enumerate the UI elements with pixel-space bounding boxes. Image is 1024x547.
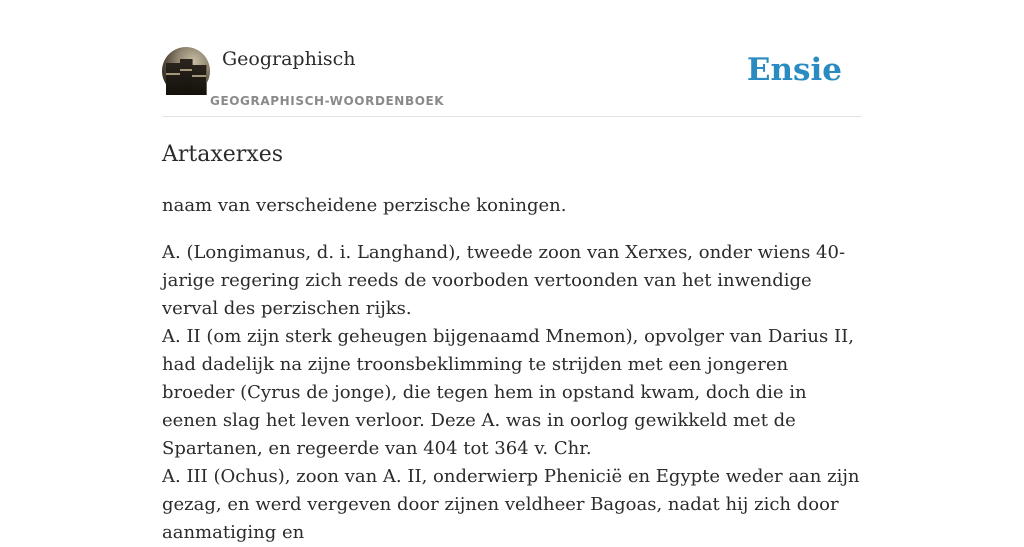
article-intro: naam van verscheidene perzische koningen. bbox=[162, 195, 567, 216]
article-entry: A. (Longimanus, d. i. Langhand), tweede zoon van Xerxes, onder wiens 40-jarige regering zich reeds de voorboden vertoonden van het inwendige verval des perzischen rijks. bbox=[162, 242, 846, 319]
site-header bbox=[162, 0, 862, 117]
publication-avatar[interactable] bbox=[162, 47, 210, 95]
publication-name[interactable]: Geographisch bbox=[222, 48, 356, 70]
page-container bbox=[162, 0, 862, 543]
article-entry: A. II (om zijn sterk geheugen bijgenaamd Mnemon), opvolger van Darius II, had dadelijk na zijne troonsbeklimming te strijden met een jongeren broeder (Cyrus de jonge), die tegen hem in opstand kwam, doch die in eenen slag het leven verloor. Deze A. was in oorlog gewikkeld met de Spartanen, en regeerde van 404 tot 364 v. Chr. bbox=[162, 326, 854, 459]
article-body bbox=[162, 192, 862, 547]
article-title: Artaxerxes bbox=[162, 142, 284, 167]
brand-logo-link[interactable]: Ensie bbox=[746, 52, 842, 88]
article-entry: A. III (Ochus), zoon van A. II, onderwierp Phenicië en Egypte weder aan zijn gezag, en werd vergeven door zijnen veldheer Bagoas, nadat hij zich door aanmatiging en bbox=[162, 466, 860, 543]
publication-slug[interactable]: GEOGRAPHISCH-WOORDENBOEK bbox=[210, 94, 445, 108]
